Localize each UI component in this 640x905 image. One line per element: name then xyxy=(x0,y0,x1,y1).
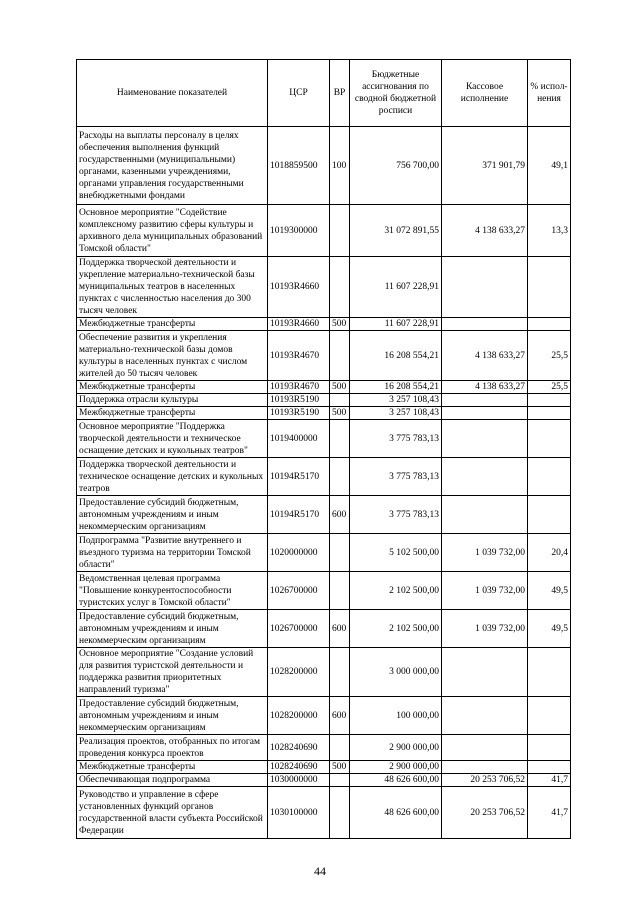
table-row xyxy=(77,407,571,420)
row-name: Предоставление субсидий бюджетным, автономным учреждениям и иным некоммерческим организациям xyxy=(77,496,268,534)
row-vr xyxy=(330,257,350,318)
row-csr: 1030100000 xyxy=(268,787,330,839)
row-csr: 1028240690 xyxy=(268,761,330,774)
table-row xyxy=(77,420,571,458)
row-assignations: 11 607 228,91 xyxy=(350,257,442,318)
row-name: Расходы на выплаты персоналу в целях обеспечения выполнения функций государственными (муниципальными) органами, казенными учреждениями, органами управления государственными внебюджетными фондами xyxy=(77,127,268,205)
row-percent xyxy=(528,318,571,331)
row-cash-execution xyxy=(442,648,528,697)
row-csr: 1020000000 xyxy=(268,534,330,572)
row-assignations: 3 775 783,13 xyxy=(350,420,442,458)
row-assignations: 3 257 108,43 xyxy=(350,407,442,420)
row-cash-execution xyxy=(442,458,528,496)
row-cash-execution xyxy=(442,420,528,458)
table-row xyxy=(77,257,571,318)
row-vr xyxy=(330,420,350,458)
row-assignations: 48 626 600,00 xyxy=(350,774,442,787)
table-row xyxy=(77,735,571,761)
row-vr: 600 xyxy=(330,697,350,735)
row-assignations: 2 102 500,00 xyxy=(350,610,442,648)
row-cash-execution: 1 039 732,00 xyxy=(442,610,528,648)
row-csr: 1030000000 xyxy=(268,774,330,787)
row-assignations: 3 000 000,00 xyxy=(350,648,442,697)
table-row xyxy=(77,318,571,331)
row-csr: 10193R5190 xyxy=(268,407,330,420)
row-assignations: 756 700,00 xyxy=(350,127,442,205)
header-name: Наименование показателей xyxy=(77,60,268,127)
table-row xyxy=(77,394,571,407)
row-vr: 500 xyxy=(330,381,350,394)
row-cash-execution: 20 253 706,52 xyxy=(442,774,528,787)
row-csr: 1028200000 xyxy=(268,648,330,697)
row-assignations: 11 607 228,91 xyxy=(350,318,442,331)
table-row xyxy=(77,787,571,839)
row-percent xyxy=(528,420,571,458)
row-cash-execution: 4 138 633,27 xyxy=(442,205,528,257)
row-vr xyxy=(330,394,350,407)
row-percent xyxy=(528,257,571,318)
row-assignations: 3 775 783,13 xyxy=(350,496,442,534)
row-name: Ведомственная целевая программа "Повышение конкурентоспособности туристских услуг в Томской области" xyxy=(77,572,268,610)
row-assignations: 16 208 554,21 xyxy=(350,331,442,381)
row-csr: 1028200000 xyxy=(268,697,330,735)
row-csr: 10193R4660 xyxy=(268,257,330,318)
row-cash-execution: 20 253 706,52 xyxy=(442,787,528,839)
row-vr xyxy=(330,534,350,572)
row-name: Межбюджетные трансферты xyxy=(77,407,268,420)
row-percent xyxy=(528,735,571,761)
row-csr: 1019300000 xyxy=(268,205,330,257)
row-csr: 10193R4670 xyxy=(268,381,330,394)
row-csr: 1018859500 xyxy=(268,127,330,205)
row-name: Предоставление субсидий бюджетным, автономным учреждениям и иным некоммерческим организациям xyxy=(77,697,268,735)
table-row xyxy=(77,761,571,774)
table-row xyxy=(77,331,571,381)
row-percent xyxy=(528,407,571,420)
row-csr: 10193R4670 xyxy=(268,331,330,381)
row-cash-execution xyxy=(442,394,528,407)
row-cash-execution: 1 039 732,00 xyxy=(442,572,528,610)
row-vr xyxy=(330,774,350,787)
table-row xyxy=(77,774,571,787)
row-cash-execution: 4 138 633,27 xyxy=(442,381,528,394)
table-row xyxy=(77,648,571,697)
row-vr xyxy=(330,331,350,381)
row-cash-execution xyxy=(442,697,528,735)
row-name: Межбюджетные трансферты xyxy=(77,761,268,774)
header-row xyxy=(77,60,571,127)
row-csr: 10193R4660 xyxy=(268,318,330,331)
row-name: Поддержка отрасли культуры xyxy=(77,394,268,407)
header-percent: % испол-нения xyxy=(528,60,571,127)
table-row xyxy=(77,572,571,610)
table-row xyxy=(77,205,571,257)
row-percent xyxy=(528,496,571,534)
row-assignations: 48 626 600,00 xyxy=(350,787,442,839)
table-row xyxy=(77,127,571,205)
row-cash-execution xyxy=(442,407,528,420)
header-assignations: Бюджетные ассигнования по сводной бюджетной росписи xyxy=(350,60,442,127)
table-row xyxy=(77,458,571,496)
row-csr: 1026700000 xyxy=(268,610,330,648)
row-vr: 500 xyxy=(330,407,350,420)
row-cash-execution: 4 138 633,27 xyxy=(442,331,528,381)
row-csr: 1028240690 xyxy=(268,735,330,761)
row-assignations: 2 900 000,00 xyxy=(350,761,442,774)
row-vr xyxy=(330,735,350,761)
row-name: Основное мероприятие "Поддержка творческой деятельности и техническое оснащение детских и кукольных театров" xyxy=(77,420,268,458)
row-assignations: 2 900 000,00 xyxy=(350,735,442,761)
row-percent: 13,3 xyxy=(528,205,571,257)
row-percent: 25,5 xyxy=(528,381,571,394)
row-percent xyxy=(528,394,571,407)
row-assignations: 3 775 783,13 xyxy=(350,458,442,496)
table-row xyxy=(77,381,571,394)
row-vr: 500 xyxy=(330,761,350,774)
row-assignations: 100 000,00 xyxy=(350,697,442,735)
row-vr xyxy=(330,572,350,610)
row-cash-execution: 371 901,79 xyxy=(442,127,528,205)
row-cash-execution xyxy=(442,496,528,534)
row-assignations: 16 208 554,21 xyxy=(350,381,442,394)
row-vr xyxy=(330,205,350,257)
row-vr xyxy=(330,458,350,496)
row-vr xyxy=(330,648,350,697)
row-name: Поддержка творческой деятельности и техническое оснащение детских и кукольных театров xyxy=(77,458,268,496)
row-vr: 500 xyxy=(330,318,350,331)
header-vr: ВР xyxy=(330,60,350,127)
table-row xyxy=(77,697,571,735)
row-assignations: 5 102 500,00 xyxy=(350,534,442,572)
row-name: Поддержка творческой деятельности и укрепление материально-технической базы муниципальных театров в населенных пунктах с численностью населения до 300 тысяч человек xyxy=(77,257,268,318)
row-name: Реализация проектов, отобранных по итогам проведения конкурса проектов xyxy=(77,735,268,761)
row-percent: 49,5 xyxy=(528,572,571,610)
row-percent xyxy=(528,761,571,774)
row-cash-execution xyxy=(442,257,528,318)
row-name: Обеспечивающая подпрограмма xyxy=(77,774,268,787)
row-percent xyxy=(528,458,571,496)
row-name: Предоставление субсидий бюджетным, автономным учреждениям и иным некоммерческим организациям xyxy=(77,610,268,648)
row-percent: 41,7 xyxy=(528,774,571,787)
row-name: Подпрограмма "Развитие внутреннего и въездного туризма на территории Томской области" xyxy=(77,534,268,572)
row-percent: 20,4 xyxy=(528,534,571,572)
table-row xyxy=(77,534,571,572)
row-name: Обеспечение развития и укрепления материально-технической базы домов культуры в населенных пунктах с числом жителей до 50 тысяч человек xyxy=(77,331,268,381)
header-csr: ЦСР xyxy=(268,60,330,127)
row-csr: 10193R5190 xyxy=(268,394,330,407)
row-assignations: 2 102 500,00 xyxy=(350,572,442,610)
row-vr xyxy=(330,787,350,839)
row-cash-execution: 1 039 732,00 xyxy=(442,534,528,572)
row-cash-execution xyxy=(442,761,528,774)
row-percent: 25,5 xyxy=(528,331,571,381)
row-name: Руководство и управление в сфере установленных функций органов государственной власти субъекта Российской Федерации xyxy=(77,787,268,839)
row-csr: 10194R5170 xyxy=(268,496,330,534)
row-percent xyxy=(528,648,571,697)
row-cash-execution xyxy=(442,318,528,331)
page-number: 44 xyxy=(314,864,326,878)
row-assignations: 3 257 108,43 xyxy=(350,394,442,407)
row-csr: 10194R5170 xyxy=(268,458,330,496)
row-percent: 49,5 xyxy=(528,610,571,648)
row-cash-execution xyxy=(442,735,528,761)
row-name: Межбюджетные трансферты xyxy=(77,381,268,394)
row-percent: 41,7 xyxy=(528,787,571,839)
row-vr: 100 xyxy=(330,127,350,205)
table-row xyxy=(77,496,571,534)
row-name: Межбюджетные трансферты xyxy=(77,318,268,331)
table-body xyxy=(77,127,571,839)
budget-execution-table xyxy=(76,59,571,839)
row-vr: 600 xyxy=(330,610,350,648)
row-percent: 49,1 xyxy=(528,127,571,205)
header-cash-execution: Кассовое исполнение xyxy=(442,60,528,127)
row-assignations: 31 072 891,55 xyxy=(350,205,442,257)
row-vr: 600 xyxy=(330,496,350,534)
row-csr: 1026700000 xyxy=(268,572,330,610)
row-name: Основное мероприятие "Создание условий для развития туристской деятельности и поддержка развития приоритетных направлений туризма" xyxy=(77,648,268,697)
row-name: Основное мероприятие "Содействие комплексному развитию сферы культуры и архивного дела муниципальных образований Томской области" xyxy=(77,205,268,257)
row-csr: 1019400000 xyxy=(268,420,330,458)
table-row xyxy=(77,610,571,648)
row-percent xyxy=(528,697,571,735)
